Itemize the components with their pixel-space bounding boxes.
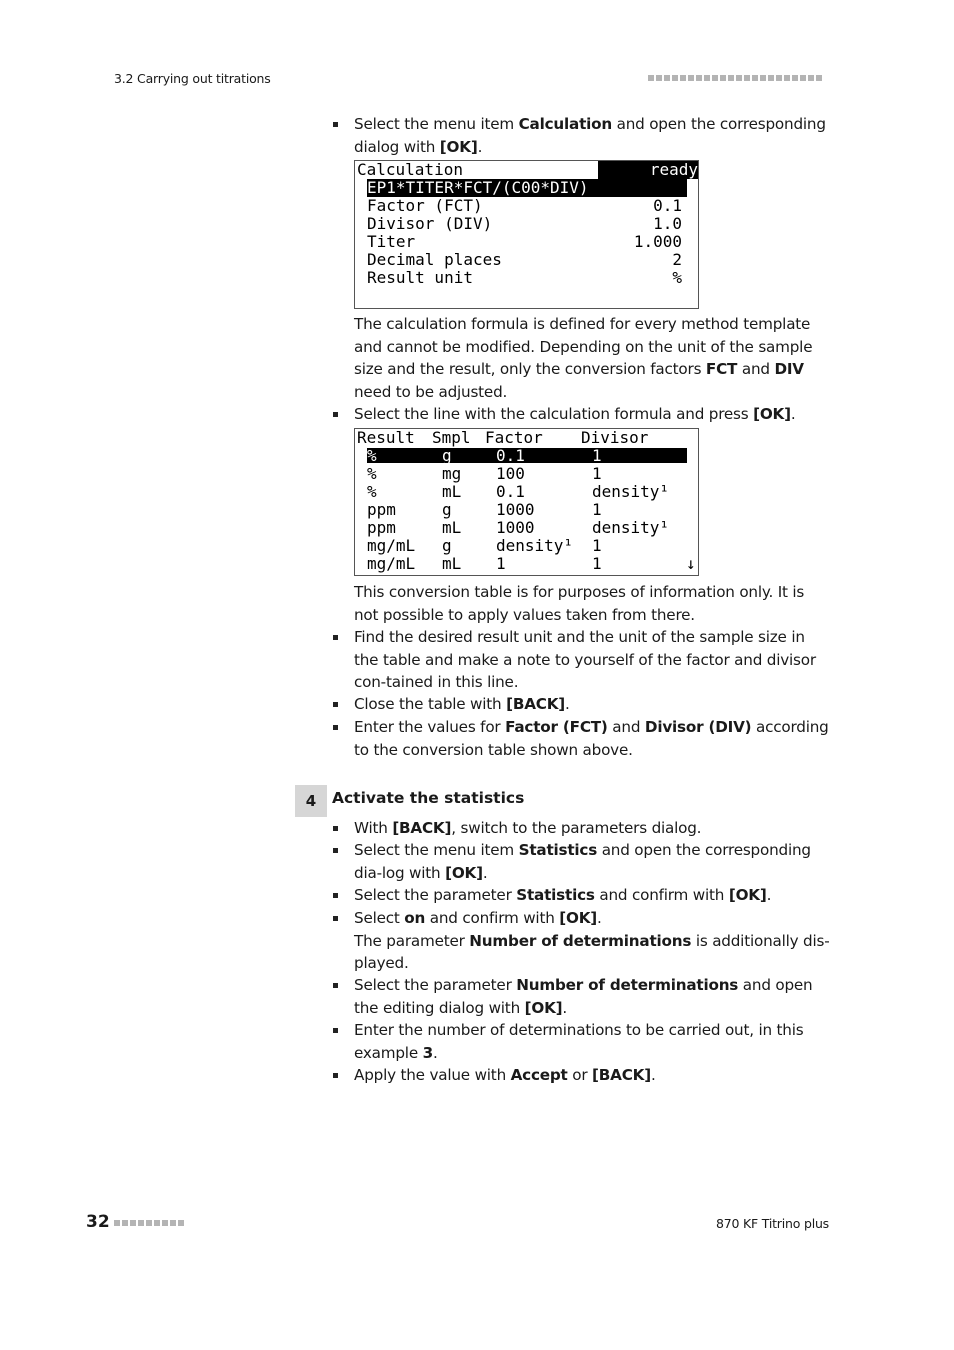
instruction-select-on: Select on and confirm with [OK]. The parameter Number of determinations is additionally dis-played. xyxy=(333,907,833,975)
table-row[interactable]: % mg 100 1 xyxy=(367,464,602,483)
table-info-note: This conversion table is for purposes of information only. It is not possible to apply values taken from there. xyxy=(354,583,805,624)
table-row[interactable]: mg/mL mL 1 1 ↓ xyxy=(367,554,696,573)
instruction-apply-value: Apply the value with Accept or [BACK]. xyxy=(333,1064,833,1087)
scroll-down-arrow-icon[interactable]: ↓ xyxy=(686,554,696,573)
footer-decoration xyxy=(114,1220,184,1226)
instruction-select-formula-line: Select the line with the calculation formula and press [OK]. xyxy=(333,403,833,426)
header-decoration xyxy=(648,75,822,81)
param-row-divisor[interactable]: Divisor (DIV) 1.0 xyxy=(367,214,682,233)
running-header: 3.2 Carrying out titrations xyxy=(114,71,271,86)
table-row[interactable]: mg/mL g density¹ 1 xyxy=(367,536,602,555)
product-name: 870 KF Titrino plus xyxy=(715,1216,829,1231)
param-row-factor[interactable]: Factor (FCT) 0.1 xyxy=(367,196,682,215)
instruction-select-calculation: Select the menu item Calculation and open the corresponding dialog with [OK]. xyxy=(333,113,833,158)
instruction-enter-number: Enter the number of determinations to be carried out, in this example 3. xyxy=(333,1019,833,1064)
step-title: Activate the statistics xyxy=(332,789,525,807)
instruction-enter-values: Enter the values for Factor (FCT) and Divisor (DIV) according to the conversion table shown above. xyxy=(333,716,833,761)
instruction-back-to-parameters: With [BACK], switch to the parameters dialog. xyxy=(333,817,833,840)
table-header-row: Result Smpl Factor Divisor xyxy=(357,428,649,447)
instruction-close-table: Close the table with [BACK]. xyxy=(333,693,833,716)
formula-row[interactable] xyxy=(355,179,698,197)
formula-text: EP1*TITER*FCT/(C00*DIV) xyxy=(367,179,687,197)
table-row[interactable]: ppm g 1000 1 xyxy=(367,500,602,519)
table-row[interactable]: ppm mL 1000 density¹ xyxy=(367,518,670,537)
param-row-decimal-places[interactable]: Decimal places 2 xyxy=(367,250,682,269)
table-row[interactable]: % mL 0.1 density¹ xyxy=(367,482,670,501)
conversion-table-screen xyxy=(354,428,699,576)
table-row[interactable]: % g 0.1 1 xyxy=(355,447,698,465)
instruction-select-number-of-determinations: Select the parameter Number of determinations and open the editing dialog with [OK]. xyxy=(333,974,833,1019)
instruction-select-statistics-param: Select the parameter Statistics and confirm with [OK]. xyxy=(333,884,833,907)
instruction-select-statistics-menu: Select the menu item Statistics and open the corresponding dia-log with [OK]. xyxy=(333,839,833,884)
step-number-badge: 4 xyxy=(295,785,327,817)
screen-title: Calculation xyxy=(357,160,463,179)
param-row-titer[interactable]: Titer 1.000 xyxy=(367,232,682,251)
page-number: 32 xyxy=(86,1212,110,1232)
param-row-result-unit[interactable]: Result unit % xyxy=(367,268,682,287)
instruction-find-unit: Find the desired result unit and the unit of the sample size in the table and make a note to yourself of the factor and divisor con-tained in this line. xyxy=(333,626,833,694)
formula-explanation: The calculation formula is defined for every method template and cannot be modified. Depending on the unit of the sample size and the result, only the conversion factors FCT and DIV need to be adjusted. xyxy=(354,315,813,401)
calculation-screen xyxy=(354,160,699,309)
status-indicator: ready xyxy=(598,161,698,179)
screen-title-row xyxy=(355,161,698,179)
